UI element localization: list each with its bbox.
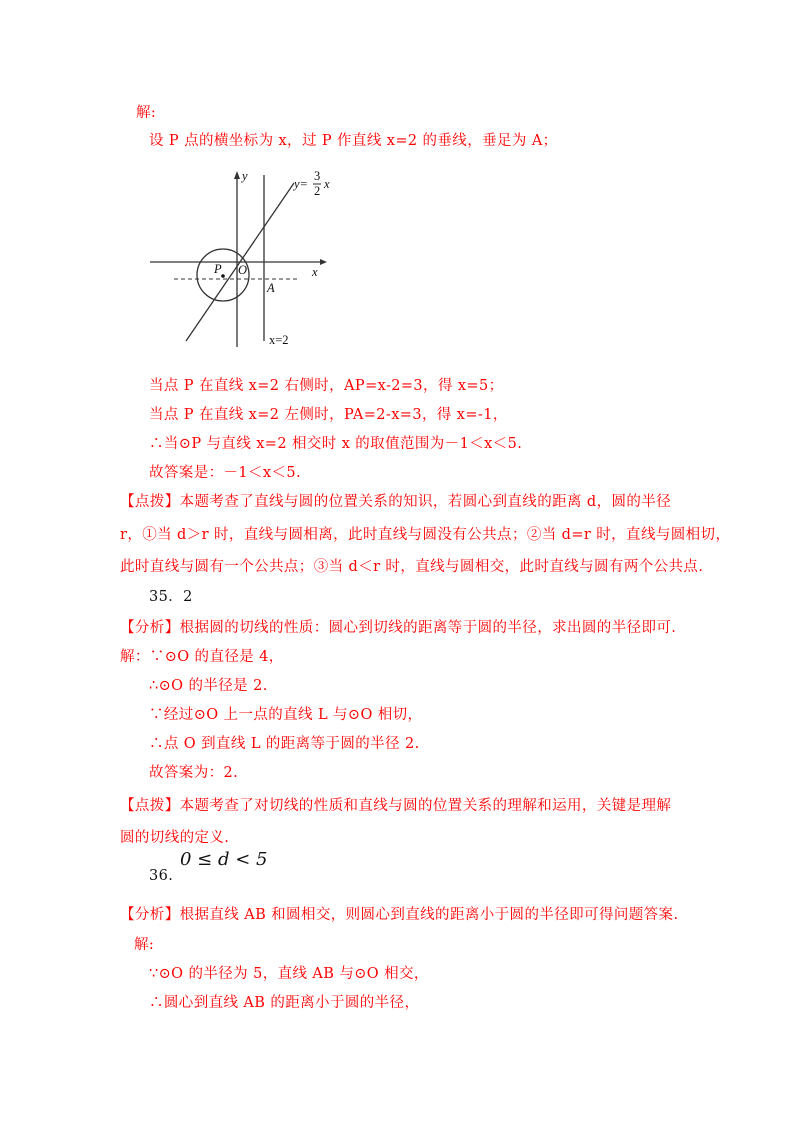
tip-paragraph-line: r，①当 d＞r 时，直线与圆相离，此时直线与圆没有公共点；②当 d=r 时，直线与圆相切， — [120, 527, 731, 543]
solution-label: 解: — [134, 937, 155, 953]
text-line: 当点 P 在直线 x=2 右侧时，AP=x-2=3，得 x=5； — [149, 378, 504, 394]
x-axis-arrow-icon — [320, 259, 327, 265]
tip-paragraph-line: 此时直线与圆有一个公共点；③当 d＜r 时，直线与圆相交，此时直线与圆有两个公共点. — [120, 559, 704, 575]
text-line: ∴⊙O 的半径是 2. — [149, 678, 268, 694]
tip-paragraph-line: 圆的切线的定义. — [120, 830, 230, 846]
label-line-suffix: x — [324, 177, 330, 191]
analysis-line: 【分析】根据圆的切线的性质：圆心到切线的距离等于圆的半径，求出圆的半径即可. — [120, 620, 677, 636]
label-frac-num: 3 — [314, 169, 321, 183]
tip-paragraph-line: 【点拨】本题考查了直线与圆的位置关系的知识，若圆心到直线的距离 d，圆的半径 — [120, 494, 672, 510]
question-number: 35．2 — [149, 589, 193, 605]
question-number: 36. — [149, 868, 174, 884]
answer-line: 故答案是：－1＜x＜5. — [149, 465, 302, 481]
point-p — [221, 274, 225, 278]
label-p: P — [214, 262, 222, 276]
y-axis-arrow-icon — [234, 171, 240, 179]
text-line: ∵经过⊙O 上一点的直线 L 与⊙O 相切， — [149, 707, 423, 723]
text-line: 当点 P 在直线 x=2 左侧时，PA=2-x=3，得 x=-1， — [149, 407, 508, 423]
text-line: 解：∵⊙O 的直径是 4， — [120, 649, 284, 665]
formula-36: 0 ≤ d < 5 — [180, 849, 268, 870]
solution-label: 解: — [136, 105, 157, 121]
text-line: ∴点 O 到直线 L 的距离等于圆的半径 2. — [149, 736, 420, 752]
tip-paragraph-line: 【点拨】本题考查了对切线的性质和直线与圆的位置关系的理解和运用，关键是理解 — [120, 798, 672, 814]
text-line: ∵⊙O 的半径为 5，直线 AB 与⊙O 相交， — [149, 966, 429, 982]
text-line: ∴当⊙P 与直线 x=2 相交时 x 的取值范围为－1＜x＜5. — [149, 436, 523, 452]
label-a: A — [267, 281, 275, 295]
text-line: 设 P 点的横坐标为 x，过 P 作直线 x=2 的垂线，垂足为 A； — [149, 133, 558, 149]
label-y: y — [242, 169, 248, 183]
label-o: O — [238, 263, 248, 277]
answer-line: 故答案为：2. — [149, 765, 239, 781]
coordinate-diagram — [148, 165, 340, 355]
label-frac-den: 2 — [314, 184, 321, 198]
analysis-line: 【分析】根据直线 AB 和圆相交，则圆心到直线的距离小于圆的半径即可得问题答案. — [120, 907, 679, 923]
text-line: ∴圆心到直线 AB 的距离小于圆的半径， — [149, 995, 420, 1011]
label-x-equals-2: x=2 — [269, 333, 289, 347]
label-line-prefix: y= — [294, 177, 308, 191]
label-x: x — [312, 265, 318, 279]
